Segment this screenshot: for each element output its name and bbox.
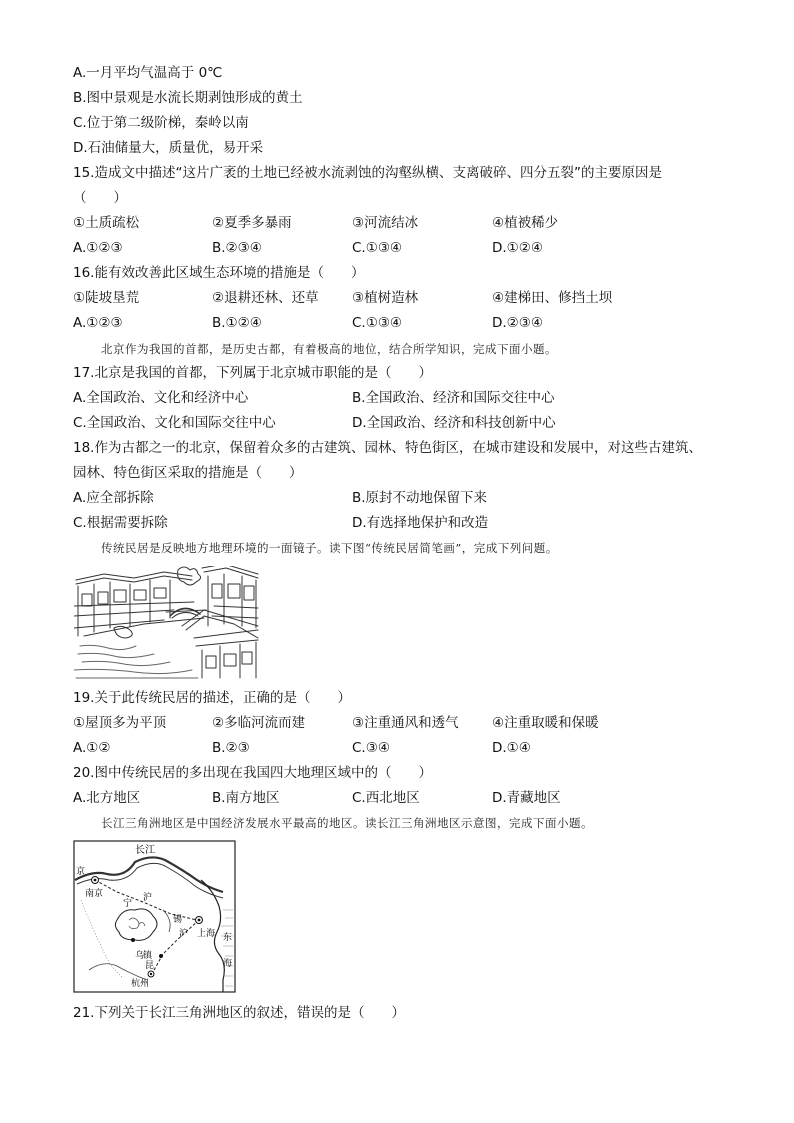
map-label-jing: 京 (76, 867, 86, 877)
q16-item-1: ①陡坡垦荒 (73, 290, 140, 306)
q15-stem: 15.造成文中描述“这片广袤的土地已经被水流剥蚀的沟壑纵横、支离破碎、四分五裂”的主要原因是 (73, 165, 662, 181)
q15-stem-blank: （ ） (73, 190, 127, 206)
q14-option-c: C.位于第二级阶梯，秦岭以南 (73, 115, 249, 131)
q19-item-2: ②多临河流而建 (212, 715, 306, 731)
q18-stem-cont: 园林、特色街区采取的措施是（ ） (73, 465, 303, 481)
q15-item-2: ②夏季多暴雨 (212, 215, 292, 231)
q17-option-b: B.全国政治、经济和国际交往中心 (352, 390, 555, 406)
beijing-intro: 北京作为我国的首都，是历史古都，有着极高的地位，结合所学知识，完成下面小题。 (101, 342, 557, 356)
q20-option-a: A.北方地区 (73, 790, 141, 806)
q16-option-c: C.①③④ (352, 315, 403, 331)
q19-option-c: C.③④ (352, 740, 390, 756)
q18-option-c: C.根据需要拆除 (73, 515, 168, 531)
q19-item-1: ①屋顶多为平顶 (73, 715, 167, 731)
q15-option-a: A.①②③ (73, 240, 123, 256)
map-label-wu: 乌 (135, 951, 145, 961)
q17-option-d: D.全国政治、经济和科技创新中心 (352, 415, 556, 431)
q19-option-d: D.①④ (492, 740, 531, 756)
q17-option-c: C.全国政治、文化和国际交往中心 (73, 415, 276, 431)
q15-item-1: ①土质疏松 (73, 215, 140, 231)
map-label-changjiang: 长江 (135, 845, 155, 856)
map-label-hu2: 沪 (179, 929, 189, 939)
q16-option-a: A.①②③ (73, 315, 123, 331)
q18-stem: 18.作为古都之一的北京，保留着众多的古建筑、园林、特色街区，在城市建设和发展中，对这些古建筑、 (73, 440, 702, 456)
q14-option-a: A.一月平均气温高于 0℃ (73, 65, 223, 81)
yangtze-delta-map (73, 840, 239, 998)
map-label-nanjing: 南京 (85, 889, 104, 899)
q16-item-2: ②退耕还林、还草 (212, 290, 319, 306)
q16-item-4: ④建梯田、修挡土坝 (492, 290, 613, 306)
q21-stem: 21.下列关于长江三角洲地区的叙述，错误的是（ ） (73, 1005, 405, 1021)
q14-option-d: D.石油储量大，质量优，易开采 (73, 140, 264, 156)
q15-option-b: B.②③④ (212, 240, 262, 256)
q19-option-a: A.①② (73, 740, 111, 756)
q16-option-d: D.②③④ (492, 315, 543, 331)
map-label-shanghai: 上海 (197, 929, 216, 939)
q20-stem: 20.图中传统民居的多出现在我国四大地理区域中的（ ） (73, 765, 432, 781)
q19-stem: 19.关于此传统民居的描述，正确的是（ ） (73, 690, 351, 706)
map-label-zhen: 镇 (143, 951, 153, 961)
map-label-hu1: 沪 (143, 893, 153, 903)
q16-item-3: ③植树造林 (352, 290, 419, 306)
q20-option-d: D.青藏地区 (492, 790, 561, 806)
map-label-yi: 锡 (173, 915, 183, 925)
map-label-hai: 海 (223, 959, 233, 969)
dwelling-intro: 传统民居是反映地方地理环境的一面镜子。读下图“传统民居简笔画”，完成下列问题。 (101, 541, 558, 555)
q19-item-3: ③注重通风和透气 (352, 715, 459, 731)
q15-option-c: C.①③④ (352, 240, 403, 256)
q20-option-c: C.西北地区 (352, 790, 420, 806)
q15-option-d: D.①②④ (492, 240, 543, 256)
q18-option-d: D.有选择地保护和改造 (352, 515, 489, 531)
q19-option-b: B.②③ (212, 740, 250, 756)
q16-option-b: B.①②④ (212, 315, 262, 331)
q15-item-4: ④植被稀少 (492, 215, 559, 231)
q18-option-b: B.原封不动地保留下来 (352, 490, 488, 506)
dwelling-sketch-drawing (74, 566, 260, 680)
dwelling-sketch (74, 566, 260, 680)
map-label-dong: 东 (223, 933, 233, 943)
map-label-kun: 昆 (145, 961, 155, 971)
map-label-hangzhou: 杭州 (131, 979, 150, 989)
q18-option-a: A.应全部拆除 (73, 490, 154, 506)
yangtze-delta-map-drawing (73, 840, 239, 998)
q19-item-4: ④注重取暖和保暖 (492, 715, 599, 731)
q17-stem: 17.北京是我国的首都，下列属于北京城市职能的是（ ） (73, 365, 432, 381)
delta-intro: 长江三角洲地区是中国经济发展水平最高的地区。读长江三角洲地区示意图，完成下面小题。 (101, 816, 593, 830)
q16-stem: 16.能有效改善此区域生态环境的措施是（ ） (73, 265, 365, 281)
q15-item-3: ③河流结冰 (352, 215, 419, 231)
q20-option-b: B.南方地区 (212, 790, 280, 806)
q17-option-a: A.全国政治、文化和经济中心 (73, 390, 249, 406)
q14-option-b: B.图中景观是水流长期剥蚀形成的黄土 (73, 90, 303, 106)
map-label-ning: 宁 (123, 899, 133, 909)
